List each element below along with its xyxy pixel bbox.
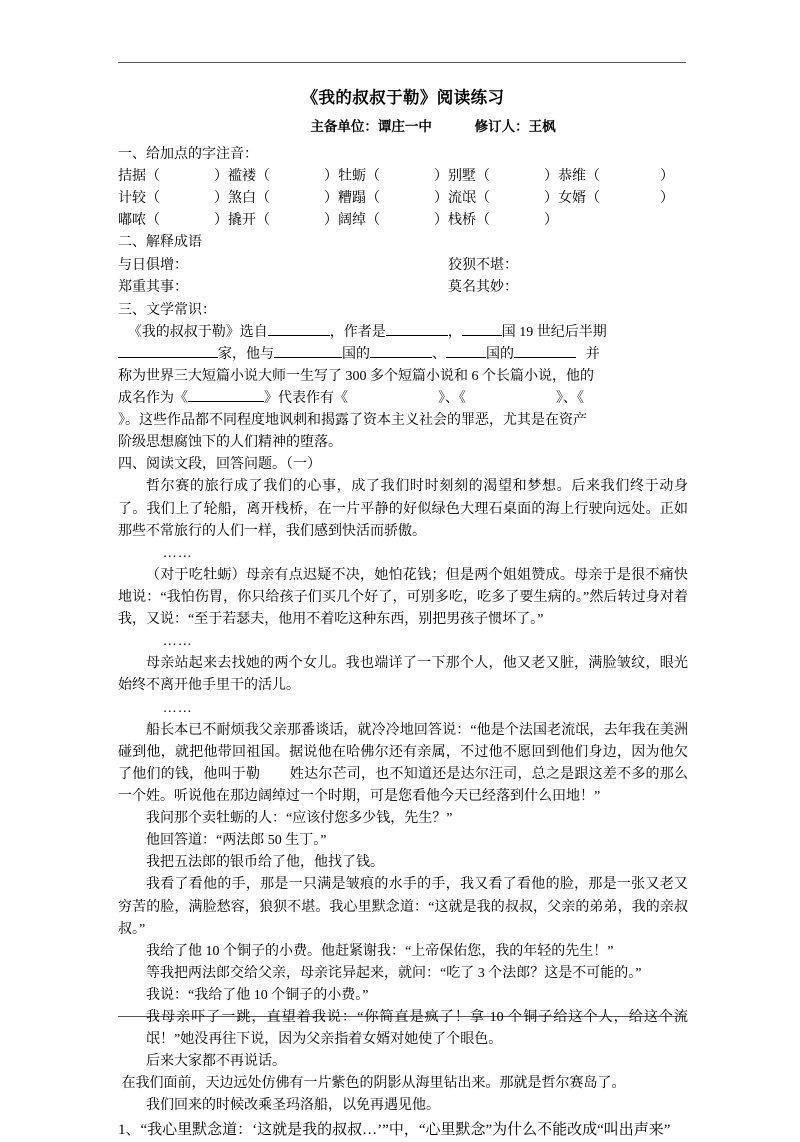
literary-answer-blank[interactable] xyxy=(268,335,330,336)
literary-answer-blank[interactable] xyxy=(274,357,342,358)
paren-open: （ xyxy=(146,169,160,185)
pinyin-word: 撬开 xyxy=(228,213,256,229)
literary-text: 》、《 xyxy=(438,390,466,406)
question-number: 1、 xyxy=(118,1121,141,1138)
passage-dialogue: 他回答道：“两法郎 50 生丁。” xyxy=(146,833,327,849)
idiom-term[interactable]: 狡狈不堪： xyxy=(448,257,518,273)
pinyin-word: 别墅 xyxy=(448,169,476,185)
paren-open: （ xyxy=(256,169,270,185)
idiom-term[interactable]: 与日俱增： xyxy=(118,257,188,273)
paren-open: （ xyxy=(256,213,270,229)
pinyin-word: 阔绰 xyxy=(338,213,366,229)
paren-close: ） xyxy=(544,169,558,185)
passage-paragraph: 哲尔赛的旅行成了我们的心事，成了我们时时刻刻的渴望和梦想。后来我们终于动身了。我们上了轮船，离开栈桥，在一片平静的好似绿色大理石桌面的海上行驶向远处。正如那些不常旅行的人们一样，我们感到快活而骄傲。 xyxy=(118,479,688,539)
literary-text: ，作者是 xyxy=(329,324,386,340)
literary-text: 》、《 xyxy=(556,390,584,406)
paren-open: （ xyxy=(146,213,160,229)
literary-answer-blank[interactable] xyxy=(514,357,576,358)
literary-line-1 xyxy=(118,322,688,344)
pinyin-item[interactable] xyxy=(118,210,228,232)
literary-line-6: 阶级思想腐蚀下的人们精神的堕落。 xyxy=(118,435,342,451)
literary-text: 《我的叔叔于勒》选自 xyxy=(127,324,268,340)
subtitle-line xyxy=(118,117,688,137)
document-content xyxy=(118,86,688,1142)
ellipsis-marker: …… xyxy=(162,545,193,561)
passage-text: 船长本已不耐烦我父亲那番谈话，就冷冷地回答说：“他是个法国老流氓，去年我在美洲碰到他，就把他带回祖国。据说他在哈佛尔还有亲属，不过他不愿回到他们身边，因为他欠了他们的钱，他叫于勒 xyxy=(118,722,688,782)
page-title: 《我的叔叔于勒》阅读练习 xyxy=(301,88,505,107)
passage-dialogue: 等我把两法郎交给父亲，母亲诧异起来，就问：“吃了 3 个法郎？这是不可能的。” xyxy=(146,965,642,981)
literary-line-2 xyxy=(118,344,688,366)
pinyin-word: 拮据 xyxy=(118,169,146,185)
passage-text: 姓达尔芒司，也不知道还是达尔汪司，总之是跟这差不多的那么一个姓。听说他在那边阔绰过一个时期，可是您看他今天已经落到什么田地！” xyxy=(118,766,688,804)
paren-open: （ xyxy=(586,191,600,207)
pinyin-item[interactable] xyxy=(448,188,558,210)
literary-text: 》代表作有《 xyxy=(264,390,348,406)
paren-close: ） xyxy=(214,213,228,229)
pinyin-item[interactable] xyxy=(558,188,674,210)
pinyin-word: 流氓 xyxy=(448,191,476,207)
idiom-term[interactable]: 莫名其妙： xyxy=(448,280,518,296)
section-heading-literary: 三、文学常识： xyxy=(118,302,216,318)
passage-paragraph: 母亲站起来去找她的两个女儿。我也端详了一下那个人，他又老又脏，满脸皱纹，眼光始终不离开他手里干的活儿。 xyxy=(118,656,688,694)
pinyin-word: 嘟哝 xyxy=(118,213,146,229)
pinyin-item[interactable] xyxy=(338,188,448,210)
pinyin-item[interactable] xyxy=(118,166,228,188)
literary-text: 家，他与 xyxy=(218,346,274,362)
passage-dialogue: 我把五法郎的银币给了他，他找了钱。 xyxy=(146,855,384,871)
section-heading-idiom: 二、解释成语 xyxy=(118,235,202,251)
pinyin-word: 恭维 xyxy=(558,169,586,185)
literary-line-4 xyxy=(118,388,688,410)
ellipsis-marker: …… xyxy=(162,700,193,716)
passage-dialogue: 我给了他 10 个铜子的小费。他赶紧谢我：“上帝保佑您，我的年轻的先生！” xyxy=(146,943,614,959)
section-heading-pinyin: 一、给加点的字注音： xyxy=(118,147,258,162)
paren-open: （ xyxy=(586,169,600,185)
pinyin-word: 女婿 xyxy=(558,191,586,207)
paren-open: （ xyxy=(366,169,380,185)
passage-dialogue: 我问那个卖牡蛎的人：“应该付您多少钱，先生？” xyxy=(146,811,453,827)
passage-paragraph-captain xyxy=(118,720,688,808)
pinyin-item[interactable] xyxy=(228,210,338,232)
pinyin-item[interactable] xyxy=(228,188,338,210)
passage-paragraph: 我看了看他的手，那是一只满是皱痕的水手的手，我又看了看他的脸，那是一张又老又穷苦的脸，满脸愁容，狼狈不堪。我心里默念道：“这就是我的叔叔，父亲的弟弟，我的亲叔叔。” xyxy=(118,877,688,937)
passage-paragraph: （对于吃牡蛎）母亲有点迟疑不决，她怕花钱；但是两个姐姐赞成。母亲于是很不痛快地说：“我怕伤胃，你只给孩子们买几个好了，可别多吃，吃多了要生病的。”然后转过身对着我，又说：“至于若瑟夫，他用不着吃这种东西，别把男孩子惯坏了。” xyxy=(118,567,688,628)
pinyin-item[interactable] xyxy=(338,166,448,188)
paren-open: （ xyxy=(476,191,490,207)
paren-close: ） xyxy=(544,191,558,207)
paren-open: （ xyxy=(146,191,160,207)
paren-close: ） xyxy=(214,169,228,185)
idiom-row xyxy=(118,255,688,278)
paren-close: ） xyxy=(434,169,448,185)
passage-dialogue: 后来大家都不再说话。 xyxy=(146,1054,286,1070)
literary-text: 国 19 世纪后半期 xyxy=(501,324,607,340)
passage-dialogue: 我们回来的时候改乘圣玛洛船，以免再遇见他。 xyxy=(146,1098,440,1114)
header-rule xyxy=(118,62,686,63)
editor-label: 修订人：王枫 xyxy=(474,118,556,134)
pinyin-word: 计较 xyxy=(118,191,146,207)
paren-open: （ xyxy=(476,169,490,185)
literary-line-5: 》。这些作品都不同程度地讽刺和揭露了资本主义社会的罪恶，尤其是在资产 xyxy=(118,413,587,429)
idiom-term[interactable]: 郑重其事： xyxy=(118,280,188,296)
literary-text: 、 xyxy=(432,346,446,362)
pinyin-item[interactable] xyxy=(338,210,448,232)
pinyin-row xyxy=(118,210,688,232)
paren-close: ） xyxy=(324,213,338,229)
pinyin-item[interactable] xyxy=(448,210,558,232)
literary-answer-blank[interactable] xyxy=(386,335,448,336)
literary-answer-blank[interactable] xyxy=(118,357,218,358)
paren-close: ） xyxy=(324,169,338,185)
passage-dialogue: 我母亲吓了一跳，直望着我说：“你简直是疯了！拿 10 个铜子给这个人，给这个流氓！”她没再往下说，因为父亲指着女婿对她使了个眼色。 xyxy=(146,1010,688,1048)
paren-close: ） xyxy=(434,191,448,207)
paren-open: （ xyxy=(476,213,490,229)
pinyin-item[interactable] xyxy=(228,166,338,188)
paren-open: （ xyxy=(256,191,270,207)
question-text: “我心里默念道：‘这就是我的叔叔…’”中，“心里默念”为什么不能改成“叫出声来” xyxy=(140,1121,671,1138)
literary-text: 国的 xyxy=(486,346,514,362)
pinyin-row xyxy=(118,166,688,188)
literary-text: 国的 xyxy=(342,346,370,362)
passage-paragraph: 在我们面前，天边远处仿佛有一片紫色的阴影从海里钻出来。那就是哲尔赛岛了。 xyxy=(121,1076,626,1092)
pinyin-item[interactable] xyxy=(118,188,228,210)
literary-text: ， xyxy=(447,324,462,340)
paren-close: ） xyxy=(434,213,448,229)
paren-close: ） xyxy=(324,191,338,207)
pinyin-item[interactable] xyxy=(448,166,558,188)
paren-close: ） xyxy=(660,169,674,185)
literary-text: 并 xyxy=(585,346,600,362)
literary-answer-blank[interactable] xyxy=(370,357,432,358)
paren-open: （ xyxy=(366,191,380,207)
paren-close: ） xyxy=(544,213,558,229)
ellipsis-marker: …… xyxy=(162,634,193,650)
section-heading-reading: 四、阅读文段，回答问题。（一） xyxy=(118,457,321,473)
pinyin-word: 褴褛 xyxy=(228,169,256,185)
pinyin-word: 栈桥 xyxy=(448,213,476,229)
paren-close: ） xyxy=(660,191,674,207)
literary-answer-blank[interactable] xyxy=(462,335,502,336)
passage-dialogue: 我说：“我给了他 10 个铜子的小费。” xyxy=(146,987,369,1003)
question-item xyxy=(118,1118,688,1142)
literary-line-3: 称为世界三大短篇小说大师一生写了 300 多个短篇小说和 6 个长篇小说，他的 xyxy=(118,368,594,384)
pinyin-word: 糟蹋 xyxy=(338,191,366,207)
literary-answer-blank[interactable] xyxy=(446,357,486,358)
literary-text: 成名作为《 xyxy=(118,390,188,406)
pinyin-word: 牡蛎 xyxy=(338,169,366,185)
literary-answer-blank[interactable] xyxy=(188,401,264,402)
main-unit-label: 主备单位：谭庄一中 xyxy=(310,118,432,134)
paren-open: （ xyxy=(366,213,380,229)
idiom-row xyxy=(118,277,688,300)
paren-close: ） xyxy=(214,191,228,207)
pinyin-word: 煞白 xyxy=(228,191,256,207)
pinyin-item[interactable] xyxy=(558,166,674,188)
pinyin-row xyxy=(118,188,688,210)
